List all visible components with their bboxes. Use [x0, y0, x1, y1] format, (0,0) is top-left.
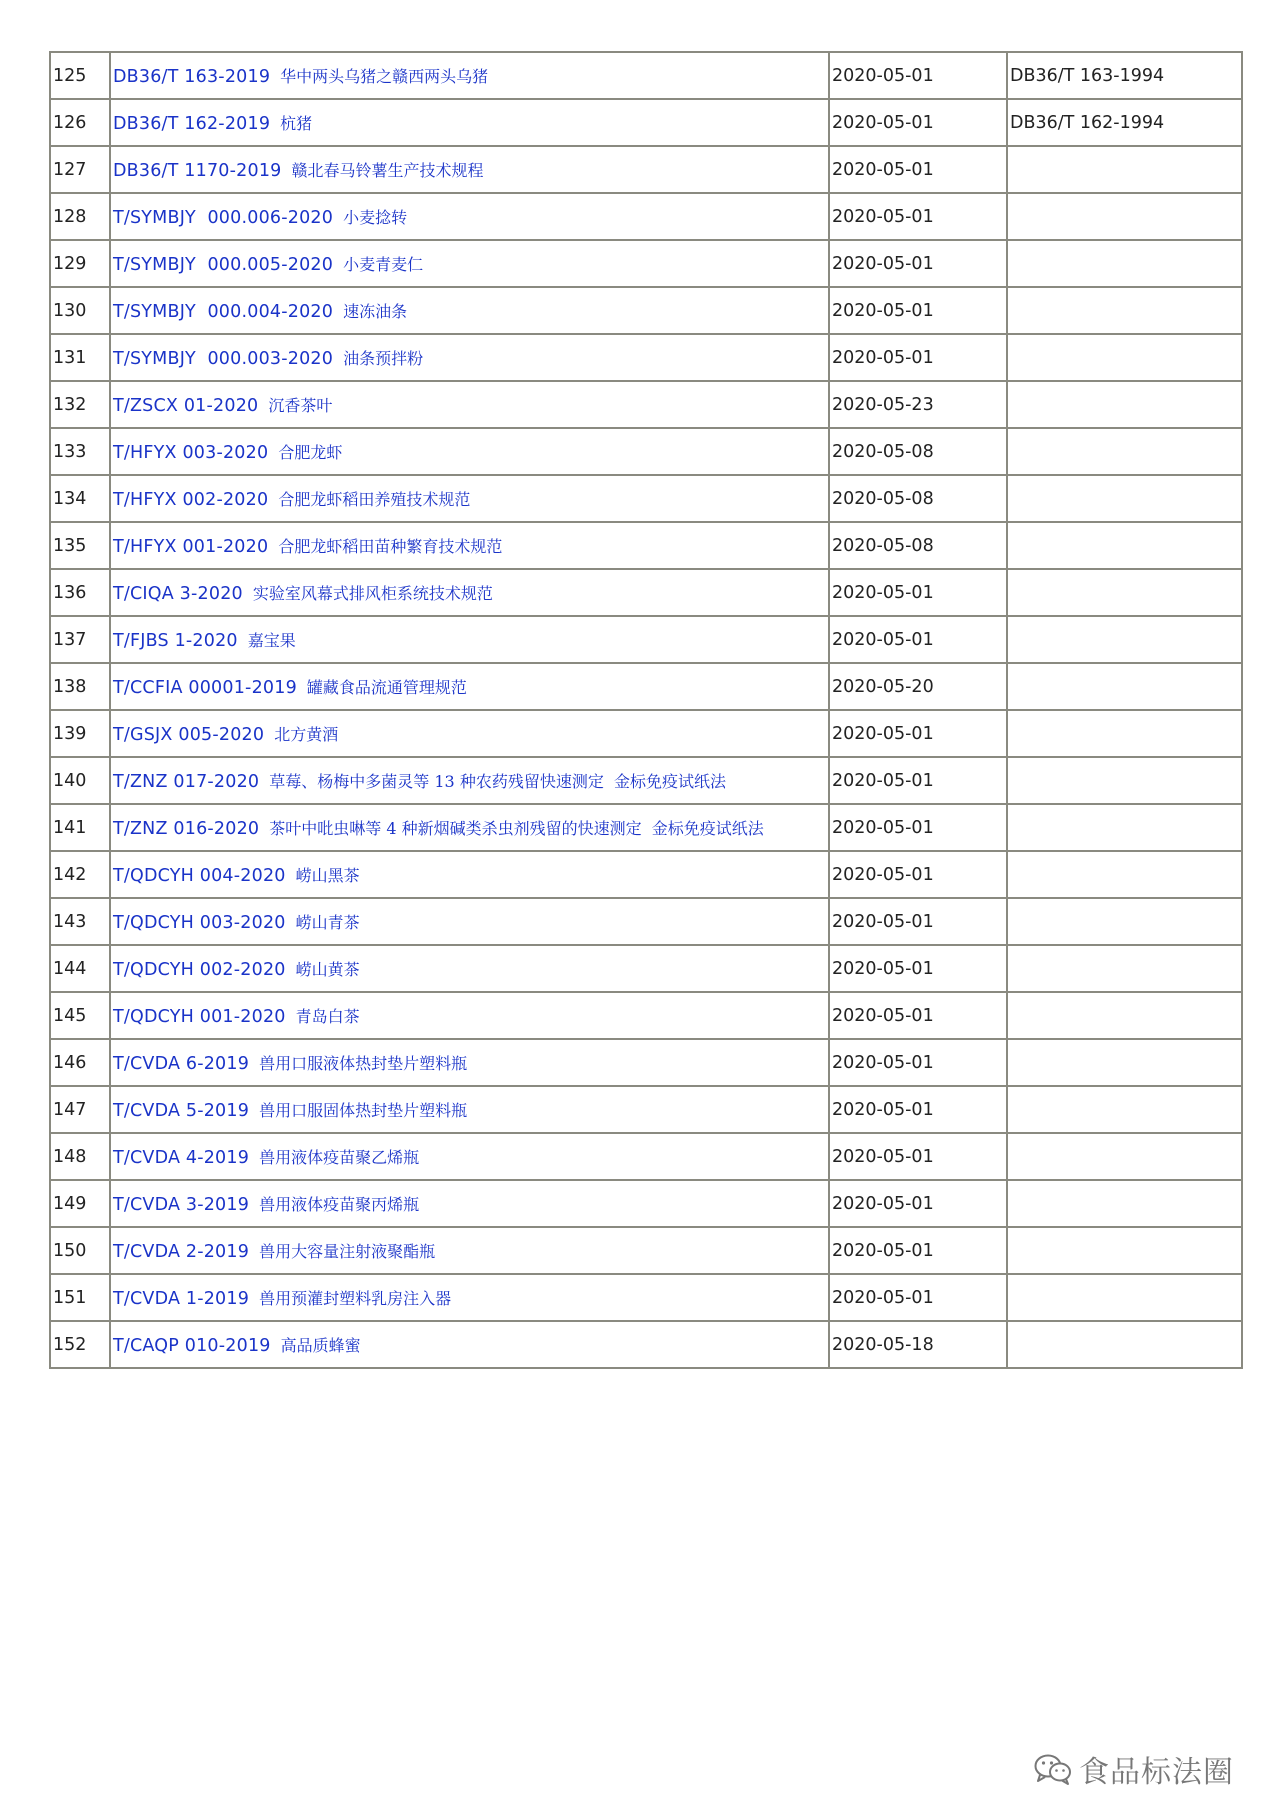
standard-name-link[interactable]: 高品质蜂蜜: [280, 1336, 361, 1355]
row-number: 131: [50, 334, 110, 381]
row-number: 150: [50, 1227, 110, 1274]
standard-title-cell[interactable]: [110, 146, 829, 193]
table-row: [50, 193, 1242, 240]
effective-date: 2020-05-01: [829, 1133, 1007, 1180]
standard-code-link[interactable]: T/ZNZ 016-2020: [113, 819, 260, 839]
table-row: [50, 1227, 1242, 1274]
standard-title-cell[interactable]: [110, 898, 829, 945]
standard-code-link[interactable]: T/CVDA 1-2019: [113, 1289, 250, 1309]
standard-code-link[interactable]: T/QDCYH 001-2020: [113, 1007, 286, 1027]
replaced-standard: [1007, 1180, 1242, 1227]
replaced-standard: [1007, 569, 1242, 616]
standards-table-body: [50, 52, 1242, 1368]
table-row: [50, 428, 1242, 475]
row-number: 149: [50, 1180, 110, 1227]
row-number: 125: [50, 52, 110, 99]
table-row: [50, 287, 1242, 334]
row-number: 143: [50, 898, 110, 945]
effective-date: 2020-05-01: [829, 240, 1007, 287]
standard-title-cell[interactable]: [110, 52, 829, 99]
row-number: 129: [50, 240, 110, 287]
row-number: 145: [50, 992, 110, 1039]
effective-date: 2020-05-20: [829, 663, 1007, 710]
standard-title-cell[interactable]: [110, 287, 829, 334]
row-number: 147: [50, 1086, 110, 1133]
effective-date: 2020-05-01: [829, 146, 1007, 193]
table-row: [50, 334, 1242, 381]
row-number: 139: [50, 710, 110, 757]
effective-date: 2020-05-01: [829, 569, 1007, 616]
row-number: 135: [50, 522, 110, 569]
standard-title-cell[interactable]: [110, 381, 829, 428]
table-row: [50, 240, 1242, 287]
replaced-standard: [1007, 428, 1242, 475]
standard-name-link[interactable]: 小麦捻转: [343, 208, 408, 227]
table-row: [50, 1039, 1242, 1086]
standard-title-cell[interactable]: [110, 663, 829, 710]
standard-title-cell[interactable]: [110, 522, 829, 569]
standard-title-cell[interactable]: [110, 851, 829, 898]
standard-code-link[interactable]: T/HFYX 003-2020: [113, 443, 269, 463]
standard-code-link[interactable]: T/GSJX 005-2020: [113, 725, 265, 745]
standard-name-link[interactable]: 合肥龙虾: [278, 443, 343, 462]
standard-title-cell[interactable]: [110, 334, 829, 381]
standard-name-link[interactable]: 北方黄酒: [274, 725, 339, 744]
standard-code-link[interactable]: T/QDCYH 004-2020: [113, 866, 286, 886]
standard-title-cell[interactable]: [110, 804, 829, 851]
standard-title-cell[interactable]: [110, 193, 829, 240]
standard-code-link[interactable]: T/CCFIA 00001-2019: [113, 678, 297, 698]
table-row: [50, 1086, 1242, 1133]
standard-title-cell[interactable]: [110, 1227, 829, 1274]
table-row: [50, 1180, 1242, 1227]
watermark-text: 食品标法圈: [1079, 1755, 1234, 1790]
table-row: [50, 569, 1242, 616]
table-row: [50, 381, 1242, 428]
replaced-standard: [1007, 193, 1242, 240]
replaced-standard: [1007, 757, 1242, 804]
standard-name-link[interactable]: 赣北春马铃薯生产技术规程: [291, 161, 484, 180]
replaced-standard: [1007, 851, 1242, 898]
effective-date: 2020-05-01: [829, 1086, 1007, 1133]
standard-title-cell[interactable]: [110, 1039, 829, 1086]
row-number: 146: [50, 1039, 110, 1086]
replaced-standard: [1007, 334, 1242, 381]
standard-name-link[interactable]: 杭猪: [280, 114, 313, 133]
table-row: [50, 1321, 1242, 1368]
effective-date: 2020-05-18: [829, 1321, 1007, 1368]
standard-code-link[interactable]: T/CVDA 5-2019: [113, 1101, 250, 1121]
effective-date: 2020-05-01: [829, 52, 1007, 99]
replaced-standard: [1007, 945, 1242, 992]
effective-date: 2020-05-01: [829, 193, 1007, 240]
replaced-standard: [1007, 804, 1242, 851]
replaced-standard: [1007, 1039, 1242, 1086]
standard-code-link[interactable]: T/HFYX 002-2020: [113, 490, 269, 510]
standard-title-cell[interactable]: [110, 616, 829, 663]
table-row: [50, 851, 1242, 898]
effective-date: 2020-05-01: [829, 898, 1007, 945]
replaced-standard: [1007, 475, 1242, 522]
effective-date: 2020-05-01: [829, 710, 1007, 757]
standard-name-link[interactable]: 沉香茶叶: [268, 396, 333, 415]
standard-title-cell[interactable]: [110, 475, 829, 522]
replaced-standard: [1007, 146, 1242, 193]
table-row: [50, 522, 1242, 569]
standard-title-cell[interactable]: [110, 710, 829, 757]
replaced-standard: [1007, 287, 1242, 334]
standard-name-link[interactable]: 油条预拌粉: [343, 349, 424, 368]
standard-title-cell[interactable]: [110, 945, 829, 992]
effective-date: 2020-05-01: [829, 851, 1007, 898]
row-number: 134: [50, 475, 110, 522]
standard-code-link[interactable]: T/FJBS 1-2020: [113, 631, 238, 651]
standard-code-link[interactable]: T/CIQA 3-2020: [113, 584, 243, 604]
standard-name-link[interactable]: 草莓、杨梅中多菌灵等 13 种农药残留快速测定 金标免疫试纸法: [269, 772, 726, 791]
row-number: 151: [50, 1274, 110, 1321]
effective-date: 2020-05-23: [829, 381, 1007, 428]
standard-title-cell[interactable]: [110, 569, 829, 616]
row-number: 128: [50, 193, 110, 240]
standard-title-cell[interactable]: [110, 1274, 829, 1321]
effective-date: 2020-05-01: [829, 1227, 1007, 1274]
standard-name-link[interactable]: 兽用预灌封塑料乳房注入器: [259, 1289, 452, 1308]
row-number: 127: [50, 146, 110, 193]
standard-name-link[interactable]: 青岛白茶: [295, 1007, 360, 1026]
replaced-standard: [1007, 663, 1242, 710]
table-row: [50, 898, 1242, 945]
standard-title-cell[interactable]: [110, 1133, 829, 1180]
table-row: [50, 475, 1242, 522]
replaced-standard: [1007, 381, 1242, 428]
standard-name-link[interactable]: 兽用液体疫苗聚丙烯瓶: [259, 1195, 420, 1214]
standard-code-link[interactable]: DB36/T 1170-2019: [113, 161, 282, 181]
standard-name-link[interactable]: 兽用液体疫苗聚乙烯瓶: [259, 1148, 420, 1167]
standards-table: [49, 51, 1243, 1369]
effective-date: 2020-05-01: [829, 804, 1007, 851]
effective-date: 2020-05-08: [829, 522, 1007, 569]
standard-code-link[interactable]: T/SYMBJY 000.004-2020: [113, 302, 334, 322]
standard-name-link[interactable]: 茶叶中吡虫啉等 4 种新烟碱类杀虫剂残留的快速测定 金标免疫试纸法: [269, 819, 764, 838]
replaced-standard: [1007, 710, 1242, 757]
row-number: 142: [50, 851, 110, 898]
table-row: [50, 146, 1242, 193]
table-row: [50, 804, 1242, 851]
standard-title-cell[interactable]: [110, 99, 829, 146]
watermark: [1033, 1747, 1234, 1791]
table-row: [50, 1274, 1242, 1321]
effective-date: 2020-05-08: [829, 428, 1007, 475]
row-number: 138: [50, 663, 110, 710]
row-number: 137: [50, 616, 110, 663]
standard-code-link[interactable]: DB36/T 163-2019: [113, 67, 271, 87]
table-row: [50, 663, 1242, 710]
standard-code-link[interactable]: T/SYMBJY 000.003-2020: [113, 349, 334, 369]
standard-name-link[interactable]: 嘉宝果: [247, 631, 296, 650]
replaced-standard: [1007, 1086, 1242, 1133]
standard-name-link[interactable]: 合肥龙虾稻田苗种繁育技术规范: [278, 537, 503, 556]
table-row: [50, 757, 1242, 804]
standard-code-link[interactable]: T/QDCYH 002-2020: [113, 960, 286, 980]
row-number: 133: [50, 428, 110, 475]
standard-code-link[interactable]: T/HFYX 001-2020: [113, 537, 269, 557]
table-row: [50, 945, 1242, 992]
row-number: 141: [50, 804, 110, 851]
standard-code-link[interactable]: T/SYMBJY 000.006-2020: [113, 208, 334, 228]
effective-date: 2020-05-01: [829, 1039, 1007, 1086]
standard-name-link[interactable]: 兽用口服液体热封垫片塑料瓶: [259, 1054, 468, 1073]
table-row: [50, 99, 1242, 146]
effective-date: 2020-05-01: [829, 1180, 1007, 1227]
standard-name-link[interactable]: 兽用口服固体热封垫片塑料瓶: [259, 1101, 468, 1120]
replaced-standard: DB36/T 163-1994: [1007, 52, 1242, 99]
standard-name-link[interactable]: 小麦青麦仁: [343, 255, 424, 274]
effective-date: 2020-05-01: [829, 992, 1007, 1039]
standard-name-link[interactable]: 速冻油条: [343, 302, 408, 321]
table-row: [50, 1133, 1242, 1180]
replaced-standard: [1007, 1321, 1242, 1368]
effective-date: 2020-05-01: [829, 1274, 1007, 1321]
standard-title-cell[interactable]: [110, 428, 829, 475]
standard-name-link[interactable]: 实验室风幕式排风柜系统技术规范: [252, 584, 493, 603]
row-number: 144: [50, 945, 110, 992]
replaced-standard: [1007, 1133, 1242, 1180]
row-number: 136: [50, 569, 110, 616]
standard-title-cell[interactable]: [110, 1180, 829, 1227]
standard-title-cell[interactable]: [110, 240, 829, 287]
replaced-standard: [1007, 240, 1242, 287]
standard-name-link[interactable]: 罐藏食品流通管理规范: [306, 678, 467, 697]
standard-code-link[interactable]: T/CVDA 3-2019: [113, 1195, 250, 1215]
row-number: 140: [50, 757, 110, 804]
standard-code-link[interactable]: T/QDCYH 003-2020: [113, 913, 286, 933]
effective-date: 2020-05-01: [829, 757, 1007, 804]
effective-date: 2020-05-01: [829, 945, 1007, 992]
standard-code-link[interactable]: T/ZNZ 017-2020: [113, 772, 260, 792]
standard-code-link[interactable]: T/CVDA 6-2019: [113, 1054, 250, 1074]
standard-name-link[interactable]: 兽用大容量注射液聚酯瓶: [259, 1242, 436, 1261]
standard-code-link[interactable]: T/SYMBJY 000.005-2020: [113, 255, 334, 275]
row-number: 130: [50, 287, 110, 334]
replaced-standard: [1007, 898, 1242, 945]
row-number: 148: [50, 1133, 110, 1180]
row-number: 126: [50, 99, 110, 146]
replaced-standard: [1007, 522, 1242, 569]
table-row: [50, 992, 1242, 1039]
table-row: [50, 52, 1242, 99]
standard-code-link[interactable]: T/CAQP 010-2019: [113, 1336, 271, 1356]
standards-table-container: [49, 51, 1243, 1369]
standard-title-cell[interactable]: [110, 757, 829, 804]
replaced-standard: [1007, 616, 1242, 663]
standard-code-link[interactable]: DB36/T 162-2019: [113, 114, 271, 134]
replaced-standard: [1007, 992, 1242, 1039]
effective-date: 2020-05-01: [829, 616, 1007, 663]
standard-title-cell[interactable]: [110, 1321, 829, 1368]
replaced-standard: DB36/T 162-1994: [1007, 99, 1242, 146]
row-number: 152: [50, 1321, 110, 1368]
standard-code-link[interactable]: T/CVDA 2-2019: [113, 1242, 250, 1262]
standard-name-link[interactable]: 崂山黄茶: [295, 960, 360, 979]
row-number: 132: [50, 381, 110, 428]
standard-code-link[interactable]: T/CVDA 4-2019: [113, 1148, 250, 1168]
table-row: [50, 710, 1242, 757]
standard-title-cell[interactable]: [110, 992, 829, 1039]
effective-date: 2020-05-08: [829, 475, 1007, 522]
effective-date: 2020-05-01: [829, 334, 1007, 381]
effective-date: 2020-05-01: [829, 287, 1007, 334]
standard-name-link[interactable]: 华中两头乌猪之赣西两头乌猪: [280, 67, 489, 86]
standard-title-cell[interactable]: [110, 1086, 829, 1133]
standard-name-link[interactable]: 崂山黑茶: [295, 866, 360, 885]
standard-name-link[interactable]: 合肥龙虾稻田养殖技术规范: [278, 490, 471, 509]
standard-name-link[interactable]: 崂山青茶: [295, 913, 360, 932]
table-row: [50, 616, 1242, 663]
standard-code-link[interactable]: T/ZSCX 01-2020: [113, 396, 259, 416]
wechat-icon: [1033, 1752, 1073, 1786]
replaced-standard: [1007, 1227, 1242, 1274]
effective-date: 2020-05-01: [829, 99, 1007, 146]
replaced-standard: [1007, 1274, 1242, 1321]
